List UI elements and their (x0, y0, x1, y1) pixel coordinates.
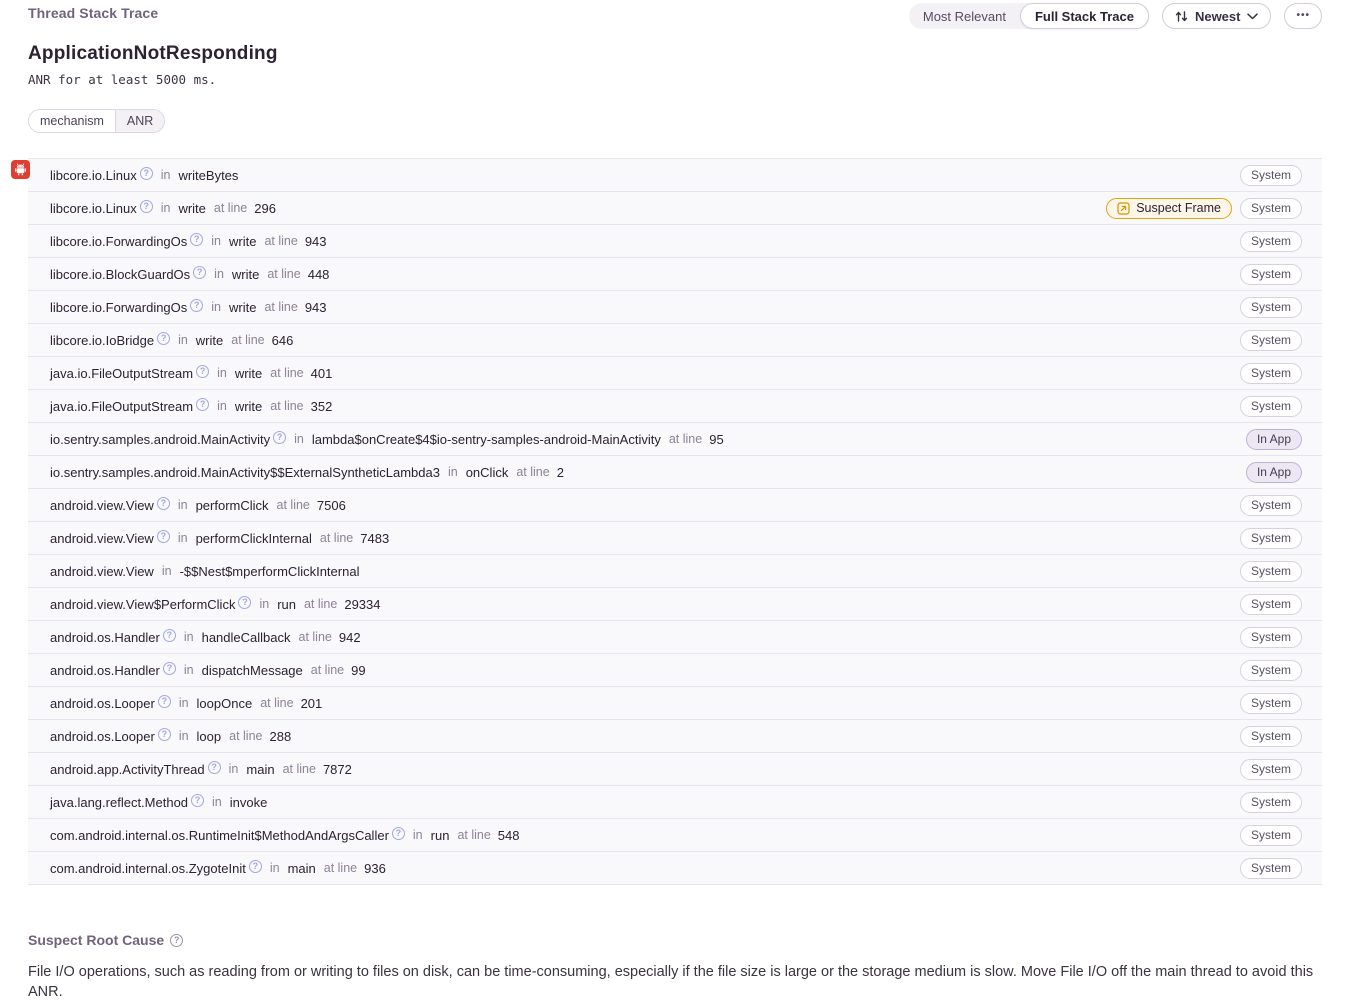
frame-function: performClick (195, 497, 269, 513)
frame-origin-badge: System (1240, 825, 1302, 846)
info-question-icon[interactable]: ? (249, 860, 262, 873)
frame-origin-badge: System (1240, 759, 1302, 780)
info-question-icon[interactable]: ? (273, 431, 286, 444)
frame-origin-badge: System (1240, 231, 1302, 252)
info-question-icon[interactable]: ? (191, 794, 204, 807)
frame-origin-badge: System (1240, 594, 1302, 615)
at-line-label: at line (264, 300, 298, 314)
info-question-icon[interactable]: ? (163, 629, 176, 642)
info-question-icon[interactable]: ? (208, 761, 221, 774)
frame-badges (1240, 561, 1302, 582)
sort-label: Newest (1194, 8, 1241, 24)
in-label: in (183, 663, 194, 677)
frame-description (50, 663, 366, 678)
frame-description (50, 861, 386, 876)
stack-frame-row[interactable] (28, 390, 1322, 423)
frame-line-number: 943 (304, 233, 327, 249)
frame-module: android.os.Handler (50, 662, 160, 678)
frame-module: libcore.io.Linux (50, 167, 137, 183)
stack-frame-row[interactable] (28, 225, 1322, 258)
in-label: in (259, 597, 270, 611)
frame-description (50, 696, 322, 711)
in-label: in (217, 399, 227, 413)
frame-function: write (195, 332, 224, 348)
stack-frame-row[interactable] (28, 489, 1322, 522)
in-label: in (177, 531, 188, 545)
frame-line-number: 7506 (316, 497, 346, 513)
frame-module: android.os.Looper (50, 728, 155, 744)
frame-function: write (229, 233, 257, 249)
stack-trace-table (28, 158, 1322, 885)
frame-origin-badge: System (1240, 561, 1302, 582)
info-question-icon[interactable]: ? (193, 266, 206, 279)
info-question-icon[interactable]: ? (140, 200, 153, 213)
at-line-label: at line (516, 465, 550, 479)
frame-badges (1240, 594, 1302, 615)
in-label: in (178, 729, 189, 743)
frame-module: libcore.io.BlockGuardOs (50, 266, 191, 282)
frame-function: handleCallback (201, 629, 291, 645)
frame-module: com.android.internal.os.RuntimeInit$MethodAndArgsCaller (50, 827, 389, 843)
suspect-root-cause-header (28, 932, 1322, 948)
frame-description (50, 465, 564, 480)
at-line-label: at line (319, 531, 354, 545)
at-line-label: at line (213, 201, 248, 215)
frame-origin-badge: System (1240, 726, 1302, 747)
frame-description (50, 828, 520, 843)
stack-frame-row[interactable] (28, 786, 1322, 819)
frame-line-number: 201 (300, 695, 323, 711)
info-question-icon[interactable]: ? (190, 233, 203, 246)
suspect-root-cause-body: File I/O operations, such as reading from or writing to files on disk, can be time-consuming, especially if the file size is large or the storage medium is slow. Move File I/O off the main thread to avoid this ANR. (28, 964, 1314, 1000)
frame-module: libcore.io.ForwardingOs (50, 233, 188, 249)
frame-description (50, 201, 276, 216)
more-options-button[interactable] (1284, 3, 1322, 29)
frame-module: android.view.View (50, 563, 154, 579)
at-line-label: at line (323, 861, 358, 875)
stack-frame-row[interactable] (28, 687, 1322, 720)
frame-badges (1240, 693, 1302, 714)
frame-description (50, 762, 352, 777)
frame-module: io.sentry.samples.android.MainActivity (50, 431, 271, 447)
stack-frame-row[interactable] (28, 324, 1322, 357)
frame-function: invoke (229, 794, 268, 810)
frame-origin-badge: System (1240, 363, 1302, 384)
at-line-label: at line (457, 828, 491, 842)
frame-origin-badge: System (1240, 627, 1302, 648)
frame-badges (1246, 429, 1302, 450)
info-question-icon[interactable]: ? (157, 332, 170, 345)
stack-frame-row[interactable] (28, 159, 1322, 192)
frame-origin-badge: In App (1246, 462, 1302, 483)
frame-badges (1240, 231, 1302, 252)
in-label: in (183, 630, 194, 644)
frame-description (50, 531, 389, 546)
frame-origin-badge: System (1240, 495, 1302, 516)
stack-frame-row[interactable] (28, 654, 1322, 687)
frame-description (50, 597, 381, 612)
stack-trace-view-segmented-control (909, 3, 1149, 29)
info-question-icon[interactable]: ? (157, 497, 170, 510)
stack-frame-row[interactable] (28, 588, 1322, 621)
frame-module: com.android.internal.os.ZygoteInit (50, 860, 246, 876)
info-question-icon[interactable]: ? (163, 662, 176, 675)
frame-function: loopOnce (196, 695, 253, 711)
suspect-frame-label: Suspect Frame (1136, 201, 1221, 215)
frame-line-number: 646 (271, 332, 294, 348)
frame-function: dispatchMessage (201, 662, 303, 678)
frame-description (50, 399, 332, 414)
frame-origin-badge: System (1240, 330, 1302, 351)
frame-function: write (234, 398, 263, 414)
info-question-icon[interactable]: ? (140, 167, 153, 180)
frame-line-number: 99 (351, 662, 366, 678)
stack-frame-row[interactable] (28, 621, 1322, 654)
frame-module: android.view.View (50, 497, 154, 513)
frame-origin-badge: In App (1246, 429, 1302, 450)
frame-line-number: 7483 (360, 530, 390, 546)
tags-row (28, 109, 1322, 133)
frame-badges (1240, 264, 1302, 285)
frame-module: android.os.Looper (50, 695, 155, 711)
frame-function: write (178, 200, 206, 216)
frame-function: -$$Nest$mperformClickInternal (179, 563, 360, 579)
info-question-icon[interactable]: ? (196, 365, 209, 378)
frame-description (50, 795, 267, 810)
info-question-icon[interactable]: ? (158, 728, 171, 741)
stack-frame-row[interactable] (28, 720, 1322, 753)
frame-line-number: 2 (556, 464, 564, 480)
in-label: in (178, 696, 189, 710)
in-label: in (228, 762, 239, 776)
frame-origin-badge: System (1240, 693, 1302, 714)
tag-value: ANR (115, 110, 164, 132)
frame-function: run (430, 827, 450, 843)
in-label: in (160, 201, 171, 215)
frame-module: java.lang.reflect.Method (50, 794, 189, 810)
frame-badges (1240, 792, 1302, 813)
info-question-icon[interactable]: ? (392, 827, 405, 840)
ellipsis-icon: ••• (1296, 9, 1310, 21)
frame-description (50, 498, 346, 513)
frame-line-number: 943 (304, 299, 327, 315)
stack-frame-row[interactable] (28, 291, 1322, 324)
frame-badges (1246, 462, 1302, 483)
frame-description (50, 630, 361, 645)
at-line-label: at line (231, 333, 265, 347)
frame-origin-badge: System (1240, 264, 1302, 285)
frame-line-number: 288 (269, 728, 292, 744)
in-label: in (211, 234, 222, 248)
in-label: in (294, 432, 304, 446)
sort-newest-button[interactable] (1162, 3, 1272, 29)
event-title: ApplicationNotResponding (28, 43, 278, 64)
frame-line-number: 448 (307, 266, 330, 282)
info-question-icon[interactable]: ? (190, 299, 203, 312)
frame-origin-badge: System (1240, 858, 1302, 879)
frame-line-number: 29334 (344, 596, 381, 612)
frame-description (50, 267, 329, 282)
frame-badges (1240, 627, 1302, 648)
tag-mechanism[interactable] (28, 109, 165, 133)
frame-function: writeBytes (178, 167, 239, 183)
frame-function: write (231, 266, 260, 282)
header-controls (909, 3, 1322, 29)
info-question-icon[interactable]: ? (196, 398, 209, 411)
info-question-icon[interactable]: ? (157, 530, 170, 543)
at-line-label: at line (260, 696, 294, 710)
frame-badges (1240, 759, 1302, 780)
in-label: in (178, 333, 188, 347)
at-line-label: at line (229, 729, 263, 743)
frame-module: android.view.View$PerformClick (50, 596, 236, 612)
suspect-root-cause-section (28, 932, 1322, 1001)
stack-frame-row[interactable] (28, 357, 1322, 390)
stack-frame-row[interactable] (28, 852, 1322, 885)
in-label: in (412, 828, 423, 842)
frame-origin-badge: System (1240, 297, 1302, 318)
frame-origin-badge: System (1240, 396, 1302, 417)
frame-line-number: 7872 (322, 761, 352, 777)
stack-frame-row[interactable] (28, 456, 1322, 489)
at-line-label: at line (270, 366, 304, 380)
frame-description (50, 300, 327, 315)
in-label: in (269, 861, 280, 875)
at-line-label: at line (267, 267, 301, 281)
at-line-label: at line (310, 663, 345, 677)
suspect-frame-badge[interactable] (1106, 198, 1232, 219)
frame-badges (1240, 825, 1302, 846)
frame-function: run (277, 596, 296, 612)
at-line-label: at line (276, 498, 310, 512)
frame-description (50, 168, 238, 183)
in-label: in (217, 366, 227, 380)
frame-badges (1240, 528, 1302, 549)
frame-module: android.app.ActivityThread (50, 761, 205, 777)
frame-line-number: 936 (364, 860, 386, 876)
frame-function: performClickInternal (195, 530, 312, 546)
chevron-down-icon (1247, 13, 1258, 20)
tag-key: mechanism (29, 110, 115, 132)
stack-frame-row[interactable] (28, 753, 1322, 786)
frame-module: io.sentry.samples.android.MainActivity$$ExternalSyntheticLambda3 (50, 464, 440, 480)
info-question-icon[interactable]: ? (238, 596, 251, 609)
frame-function: onClick (465, 464, 509, 480)
frame-badges (1240, 660, 1302, 681)
frame-description (50, 564, 359, 579)
stack-frame-row[interactable] (28, 192, 1322, 225)
at-line-label: at line (668, 432, 703, 446)
frame-module: libcore.io.ForwardingOs (50, 299, 188, 315)
in-label: in (214, 267, 224, 281)
frame-badges (1240, 495, 1302, 516)
frame-line-number: 548 (497, 827, 520, 843)
frame-badges (1106, 198, 1302, 219)
frame-badges (1240, 165, 1302, 186)
frame-function: loop (196, 728, 222, 744)
header-bar (28, 0, 1322, 29)
frame-description (50, 432, 724, 447)
event-subtitle: ANR for at least 5000 ms. (28, 72, 217, 87)
frame-description (50, 333, 293, 348)
at-line-label: at line (270, 399, 304, 413)
frame-badges (1240, 330, 1302, 351)
info-question-icon[interactable]: ? (158, 695, 171, 708)
frame-line-number: 942 (338, 629, 361, 645)
frame-description (50, 729, 291, 744)
frame-module: java.io.FileOutputStream (50, 365, 194, 381)
stack-frame-row[interactable] (28, 423, 1322, 456)
stack-frame-row[interactable] (28, 522, 1322, 555)
frame-function: write (229, 299, 257, 315)
in-label: in (211, 300, 222, 314)
frame-origin-badge: System (1240, 165, 1302, 186)
stack-frame-row[interactable] (28, 555, 1322, 588)
frame-function: lambda$onCreate$4$io-sentry-samples-android-MainActivity (311, 431, 661, 447)
at-line-label: at line (298, 630, 332, 644)
in-label: in (212, 795, 222, 809)
frame-module: libcore.io.IoBridge (50, 332, 155, 348)
at-line-label: at line (303, 597, 338, 611)
most-relevant-segment[interactable]: Most Relevant (922, 8, 1006, 24)
frame-description (50, 234, 327, 249)
at-line-label: at line (282, 762, 316, 776)
help-question-icon[interactable]: ? (170, 934, 183, 947)
frame-origin-badge: System (1240, 198, 1302, 219)
frame-module: android.view.View (50, 530, 154, 546)
frame-module: java.io.FileOutputStream (50, 398, 194, 414)
frame-badges (1240, 858, 1302, 879)
at-line-label: at line (264, 234, 298, 248)
frame-badges (1240, 363, 1302, 384)
section-title: Thread Stack Trace (28, 5, 159, 21)
in-label: in (447, 465, 458, 479)
stack-trace-section (28, 158, 1322, 885)
frame-function: write (234, 365, 263, 381)
frame-function: main (287, 860, 316, 876)
frame-line-number: 95 (709, 431, 724, 447)
in-label: in (161, 564, 172, 578)
stack-frame-row[interactable] (28, 258, 1322, 291)
frame-function: main (246, 761, 275, 777)
frame-line-number: 352 (310, 398, 333, 414)
frame-module: libcore.io.Linux (50, 200, 137, 216)
frame-badges (1240, 297, 1302, 318)
frame-badges (1240, 396, 1302, 417)
in-label: in (177, 498, 188, 512)
android-platform-icon (11, 160, 30, 179)
frame-line-number: 296 (254, 200, 276, 216)
frame-origin-badge: System (1240, 660, 1302, 681)
full-stack-trace-segment[interactable]: Full Stack Trace (1020, 3, 1149, 29)
frame-origin-badge: System (1240, 528, 1302, 549)
frame-line-number: 401 (310, 365, 333, 381)
in-label: in (160, 168, 171, 182)
frame-origin-badge: System (1240, 792, 1302, 813)
suspect-root-cause-title: Suspect Root Cause (28, 932, 165, 948)
sort-arrows-icon (1175, 10, 1188, 23)
frame-badges (1240, 726, 1302, 747)
frame-description (50, 366, 332, 381)
stack-frame-row[interactable] (28, 819, 1322, 852)
frame-module: android.os.Handler (50, 629, 160, 645)
